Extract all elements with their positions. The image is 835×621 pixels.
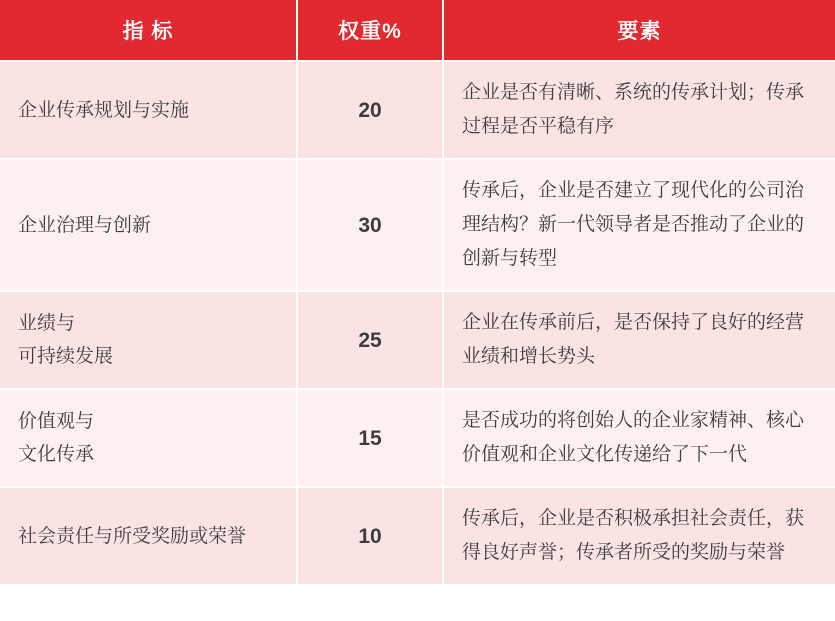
cell-indicator: 社会责任与所受奖励或荣誉	[0, 487, 297, 584]
table-body	[0, 61, 835, 584]
column-header-indicator: 指 标	[0, 0, 297, 61]
cell-indicator: 企业治理与创新	[0, 159, 297, 291]
cell-elements: 传承后，企业是否积极承担社会责任，获得良好声誉；传承者所受的奖励与荣誉	[443, 487, 835, 584]
cell-indicator: 价值观与 文化传承	[0, 389, 297, 487]
table-row	[0, 487, 835, 584]
cell-indicator: 企业传承规划与实施	[0, 61, 297, 159]
cell-weight: 30	[297, 159, 443, 291]
cell-weight: 15	[297, 389, 443, 487]
table-row	[0, 291, 835, 389]
cell-elements: 企业是否有清晰、系统的传承计划；传承过程是否平稳有序	[443, 61, 835, 159]
table-header-row	[0, 0, 835, 61]
table-row	[0, 389, 835, 487]
table-row	[0, 61, 835, 159]
cell-weight: 10	[297, 487, 443, 584]
column-header-weight: 权重%	[297, 0, 443, 61]
cell-weight: 25	[297, 291, 443, 389]
column-header-elements: 要素	[443, 0, 835, 61]
cell-weight: 20	[297, 61, 443, 159]
cell-elements: 传承后，企业是否建立了现代化的公司治理结构？新一代领导者是否推动了企业的创新与转型	[443, 159, 835, 291]
cell-elements: 企业在传承前后，是否保持了良好的经营业绩和增长势头	[443, 291, 835, 389]
table-row	[0, 159, 835, 291]
cell-elements: 是否成功的将创始人的企业家精神、核心价值观和企业文化传递给了下一代	[443, 389, 835, 487]
cell-indicator: 业绩与 可持续发展	[0, 291, 297, 389]
table-header	[0, 0, 835, 61]
